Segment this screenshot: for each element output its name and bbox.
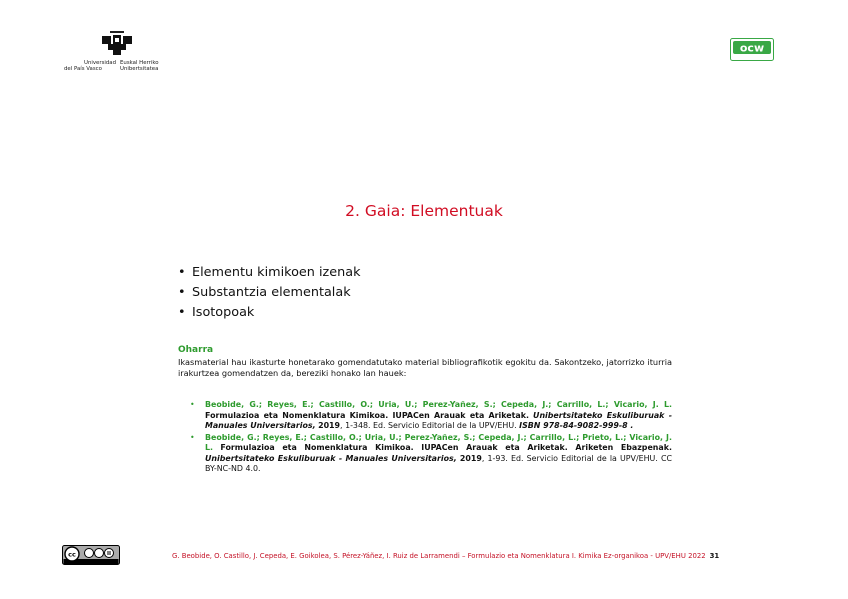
upv-spanish-line1: Universidad bbox=[84, 60, 117, 66]
ocw-logo-text: ocw bbox=[739, 41, 765, 55]
reference-list bbox=[190, 400, 672, 476]
page-number: 31 bbox=[709, 552, 720, 560]
svg-text:cc: cc bbox=[68, 550, 76, 559]
slide-title: 2. Gaia: Elementuak bbox=[345, 202, 503, 220]
reference-authors: Beobide, G.; Reyes, E.; Castillo, O.; Uria, U.; Perez-Yañez, S.; Cepeda, J.; Carrillo, L.; Prieto, L.; Vicario, J. L. bbox=[205, 432, 672, 452]
reference-title: Formulazioa eta Nomenklatura Kimikoa. IUPACen Arauak eta Ariketak. Ariketen Ebazpenak. bbox=[220, 443, 672, 452]
cc-by-nc-nd-icon bbox=[62, 545, 120, 565]
topic-item: • Isotopoak bbox=[178, 303, 361, 323]
reference-year: 2019 bbox=[318, 421, 341, 430]
upv-ehu-emblem-icon bbox=[100, 30, 134, 56]
reference-series: Unibertsitateko Eskuliburuak - Manuales Universitarios, bbox=[205, 410, 672, 430]
reference-details: , 1-93. Ed. Servicio Editorial de la UPV/EHU. CC BY-NC-ND 4.0. bbox=[205, 453, 672, 473]
footer-credits bbox=[172, 552, 719, 560]
reference-title: Formulazioa eta Nomenklatura Kimikoa. IUPACen Arauak eta Ariketak. bbox=[205, 410, 529, 420]
reference-item bbox=[190, 433, 672, 475]
note-label: Oharra bbox=[178, 345, 214, 355]
bullet-icon: • bbox=[178, 285, 186, 300]
topic-item: • Elementu kimikoen izenak bbox=[178, 263, 361, 283]
bullet-icon: • bbox=[190, 400, 195, 409]
bullet-icon: • bbox=[178, 305, 186, 320]
topic-list bbox=[178, 263, 361, 323]
ocw-logo bbox=[730, 38, 774, 61]
upv-basque-line1: Euskal Herriko bbox=[120, 60, 159, 66]
upv-ehu-logo bbox=[56, 30, 176, 80]
reference-isbn: ISBN 978-84-9082-999-8 . bbox=[519, 421, 634, 430]
note-text: Ikasmaterial hau ikasturte honetarako gomendatutako material bibliografikotik egokitu da. Sakontzeko, jatorrizko iturria irakurtzea gomendatzen da, bereziki honako lan hauek: bbox=[178, 357, 672, 378]
reference-details: , 1-348. Ed. Servicio Editorial de la UPV/EHU. bbox=[340, 421, 517, 430]
bullet-icon: • bbox=[178, 265, 186, 280]
reference-series: Unibertsitateko Eskuliburuak - Manuales Universitarios, bbox=[205, 453, 457, 463]
upv-basque-line2: Unibertsitatea bbox=[120, 66, 159, 72]
reference-authors: Beobide, G.; Reyes, E.; Castillo, O.; Uria, U.; Perez-Yañez, S.; Cepeda, J.; Carrillo, L.; Vicario, J. L. bbox=[205, 400, 672, 409]
topic-item: • Substantzia elementalak bbox=[178, 283, 361, 303]
upv-spanish-line2: del País Vasco bbox=[64, 66, 102, 72]
reference-item bbox=[190, 400, 672, 432]
cc-license-badge bbox=[62, 545, 120, 565]
footer-credits-text: G. Beobide, O. Castillo, J. Cepeda, E. Goikolea, S. Pérez-Yáñez, I. Ruiz de Larramendi – Formulazio eta Nomenklatura I. Kimika Ez-organikoa - UPV/EHU 2022 bbox=[172, 552, 706, 560]
reference-year: 2019 bbox=[459, 453, 482, 463]
bullet-icon: • bbox=[190, 432, 195, 442]
